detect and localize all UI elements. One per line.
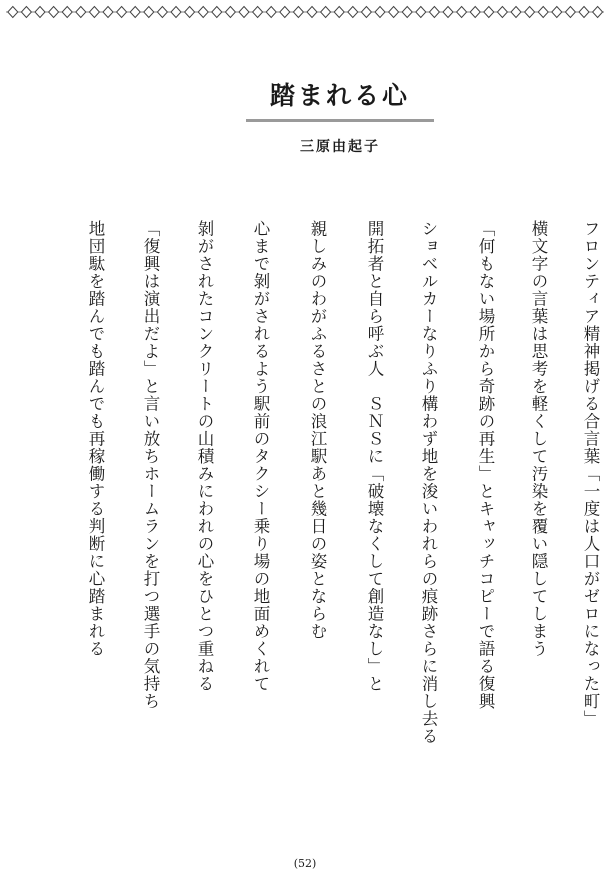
poem-line: 地団駄を踏んでも踏んでも再稼働する判断に心踏まれる [86,220,105,658]
border-diamond [361,7,371,18]
border-diamond [117,7,127,18]
author-name: 三原由起子 [300,139,380,155]
border-diamond [171,7,181,18]
border-diamond [307,7,317,18]
border-diamond [443,7,453,18]
border-diamond [185,7,195,18]
border-diamond [157,7,167,18]
border-diamond [416,7,426,18]
poem-line: フロンティア精神掲げる合言葉「一度は人口がゼロになった町」 [581,220,600,728]
border-diamond [212,7,222,18]
border-diamond [389,7,399,18]
poem-line: 「復興は演出だよ」と言い放ちホームランを打つ選手の気持ち [141,220,160,710]
poem-title: 踏まれる心 [269,81,410,110]
border-diamond [511,7,521,18]
border-diamond [21,7,31,18]
poem-line: 横文字の言葉は思考を軽くして汚染を覆い隠してしまう [529,220,548,658]
border-diamond [348,7,358,18]
border-diamond [225,7,235,18]
border-diamond [375,7,385,18]
border-diamond [144,7,154,18]
border-diamond [565,7,575,18]
border-diamond [525,7,535,18]
border-diamond [49,7,59,18]
title-underline [246,119,434,122]
border-diamond [239,7,249,18]
border-diamond [593,7,603,18]
poem-line: 剝がされたコンクリートの山積みにわれの心をひとつ重ねる [195,220,214,693]
border-diamond [402,7,412,18]
border-diamond [334,7,344,18]
border-diamond [484,7,494,18]
border-diamond [497,7,507,18]
poem-line: 親しみのわがふるさとの浪江駅あと幾日の姿とならむ [308,220,327,640]
border-diamond [103,7,113,18]
border-diamond [89,7,99,18]
border-diamond [8,7,18,18]
border-diamond [470,7,480,18]
decorative-border [6,5,604,19]
border-diamond [293,7,303,18]
border-diamond [538,7,548,18]
border-diamond [62,7,72,18]
border-diamond [76,7,86,18]
border-diamond [579,7,589,18]
poem-line: 開拓者と自ら呼ぶ人 ＳＮＳに「破壊なくして創造なし」と [365,220,384,693]
border-diamond [35,7,45,18]
border-diamond [130,7,140,18]
border-diamond [266,7,276,18]
poem-line: ショベルカーなりふり構わず地を浚いわれらの痕跡さらに消し去る [419,220,438,745]
border-diamond [552,7,562,18]
border-diamond [198,7,208,18]
border-diamond [429,7,439,18]
border-diamond [457,7,467,18]
poem-line: 「何もない場所から奇跡の再生」とキャッチコピーで語る復興 [476,220,495,710]
border-diamond [253,7,263,18]
poem-line: 心まで剝がされるよう駅前のタクシー乗り場の地面めくれて [251,220,270,693]
page-number: (52) [293,857,317,870]
border-diamond [321,7,331,18]
border-diamond [280,7,290,18]
